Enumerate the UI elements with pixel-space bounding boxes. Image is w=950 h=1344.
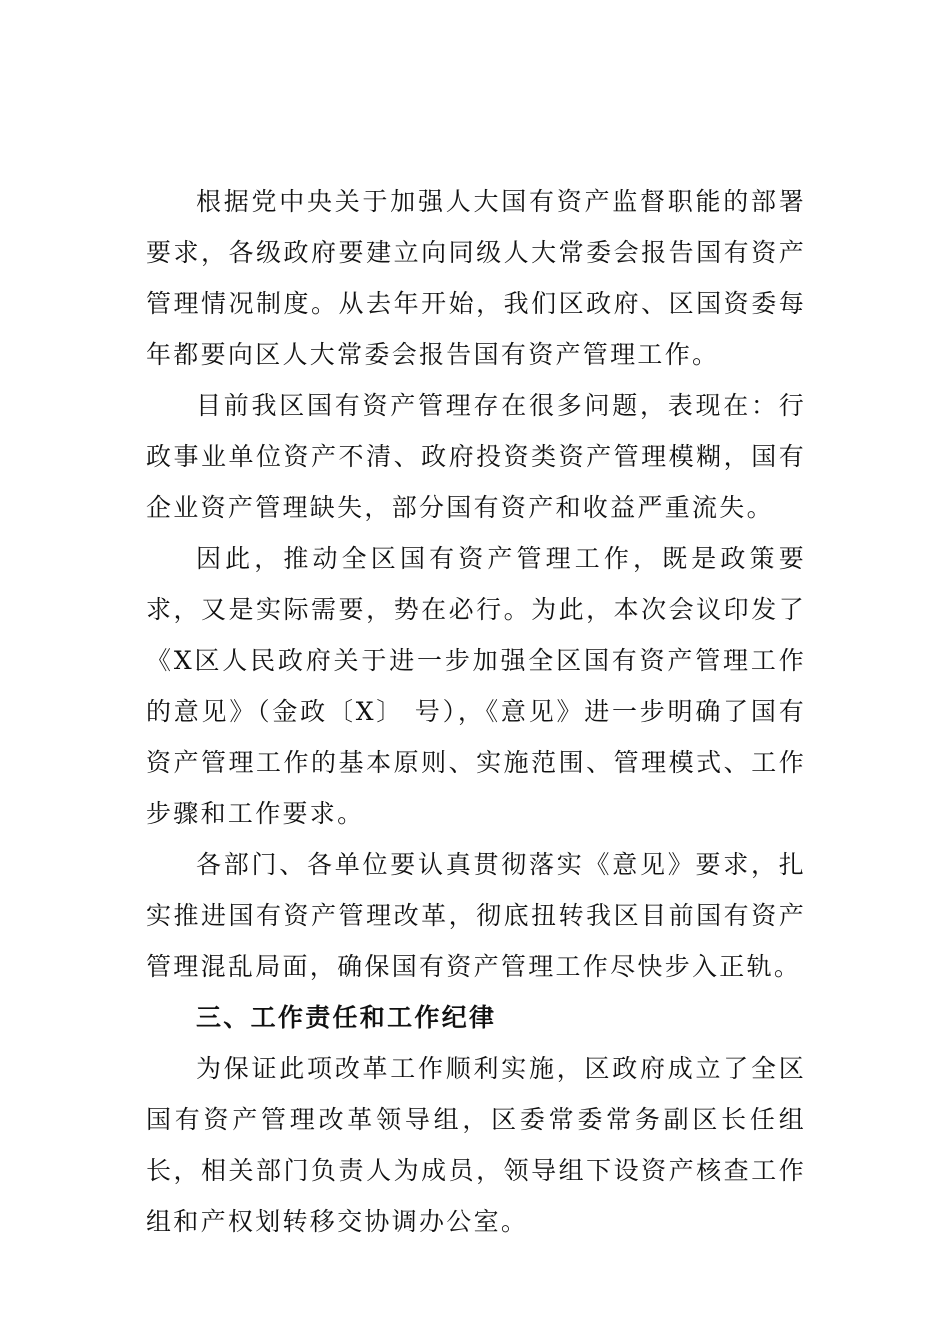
section-heading: 三、工作责任和工作纪律 [196, 1003, 497, 1032]
paragraph-2: 目前我区国有资产管理存在很多问题，表现在：行政事业单位资产不清、政府投资类资产管理模糊，国有企业资产管理缺失，部分国有资产和收益严重流失。 [146, 391, 806, 522]
paragraph-3: 因此，推动全区国有资产管理工作，既是政策要求，又是实际需要，势在必行。为此，本次会议印发了《X区人民政府关于进一步加强全区国有资产管理工作的意见》（金政〔X〕 号），《意见》进一步明确了国有资产管理工作的基本原则、实施范围、管理模式、工作步骤和工作要求。 [146, 544, 806, 828]
paragraph-1: 根据党中央关于加强人大国有资产监督职能的部署要求，各级政府要建立向同级人大常委会报告国有资产管理情况制度。从去年开始，我们区政府、区国资委每年都要向区人大常委会报告国有资产管理工作。 [146, 187, 806, 369]
document-body [146, 176, 806, 1247]
paragraph-5: 为保证此项改革工作顺利实施，区政府成立了全区国有资产管理改革领导组，区委常委常务副区长任组长，相关部门负责人为成员，领导组下设资产核查工作组和产权划转移交协调办公室。 [146, 1054, 806, 1236]
paragraph-4: 各部门、各单位要认真贯彻落实《意见》要求，扎实推进国有资产管理改革，彻底扭转我区目前国有资产管理混乱局面，确保国有资产管理工作尽快步入正轨。 [146, 850, 806, 981]
